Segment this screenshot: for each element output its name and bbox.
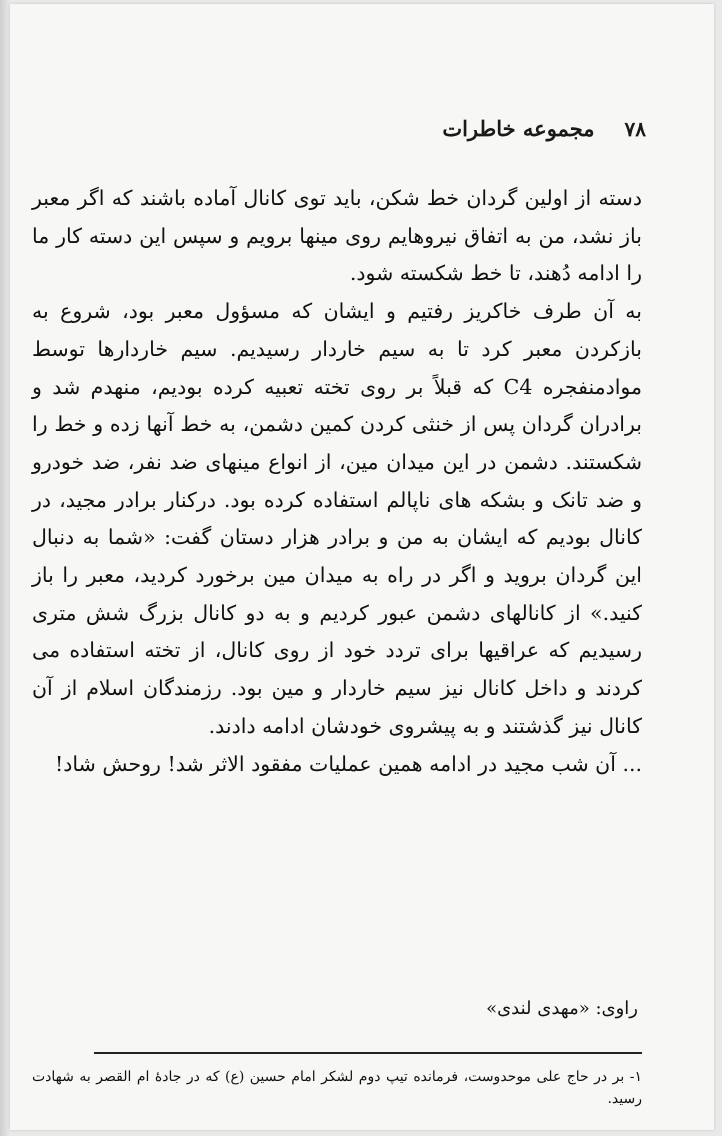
body-text	[32, 180, 642, 783]
footnote: ۱- بر در حاج علی موحدوست، فرمانده تیپ دوم لشکر امام حسین (ع) که در جادهٔ ام القصر به شهادت رسید.	[32, 1069, 642, 1107]
paragraph-1: دسته از اولین گردان خط شکن، باید توی کانال آماده باشند که اگر معبر باز نشد، من به اتفاق نیروهایم روی مینها برویم و سپس این دسته کار ما را ادامه دُهند، تا خط شکسته شود.	[32, 186, 642, 286]
paragraph-3: ... آن شب مجید در ادامه همین عملیات مفقود الاثر شد! روحش شاد!	[55, 751, 642, 776]
page-number: ۷۸	[624, 116, 646, 141]
page-left-edge	[0, 0, 10, 1136]
narrator-credit: راوی: «مهدی لندی»	[486, 998, 638, 1019]
page-header	[356, 116, 646, 141]
paragraph-2: به آن طرف خاکریز رفتیم و ایشان که مسؤول معبر بود، شروع به بازکردن معبر کرد تا به سیم خاردار رسیدیم. سیم خاردارها توسط موادمنفجره C4 که قبلاً بر روی تخته تعبیه کرده بودیم، منهدم شد و برادران گردان پس از خنثی کردن کمین دشمن، به خط آنها زده و خط را شکستند. دشمن در این میدان مین، از انواع مینهای ضد نفر، ضد خودرو و ضد تانک و بشکه های ناپالم استفاده کرده بود. درکنار برادر مجید، در کانال بودیم که ایشان به من و برادر هزار دستان گفت: «شما به دنبال این گردان بروید و اگر در راه به میدان مین برخورد کردید، معبر را باز کنید.» از کانالهای دشمن عبور کردیم و به دو کانال بزرگ شش متری رسیدیم که عراقیها برای تردد خود از روی کانال، از تخته استفاده می کردند و داخل کانال نیز سیم خاردار و مین بود. رزمندگان اسلام از آن کانال نیز گذشتند و به پیشروی خودشان ادامه دادند.	[32, 299, 643, 738]
running-title: مجموعه خاطرات	[442, 116, 595, 141]
footnote-divider	[94, 1052, 642, 1054]
